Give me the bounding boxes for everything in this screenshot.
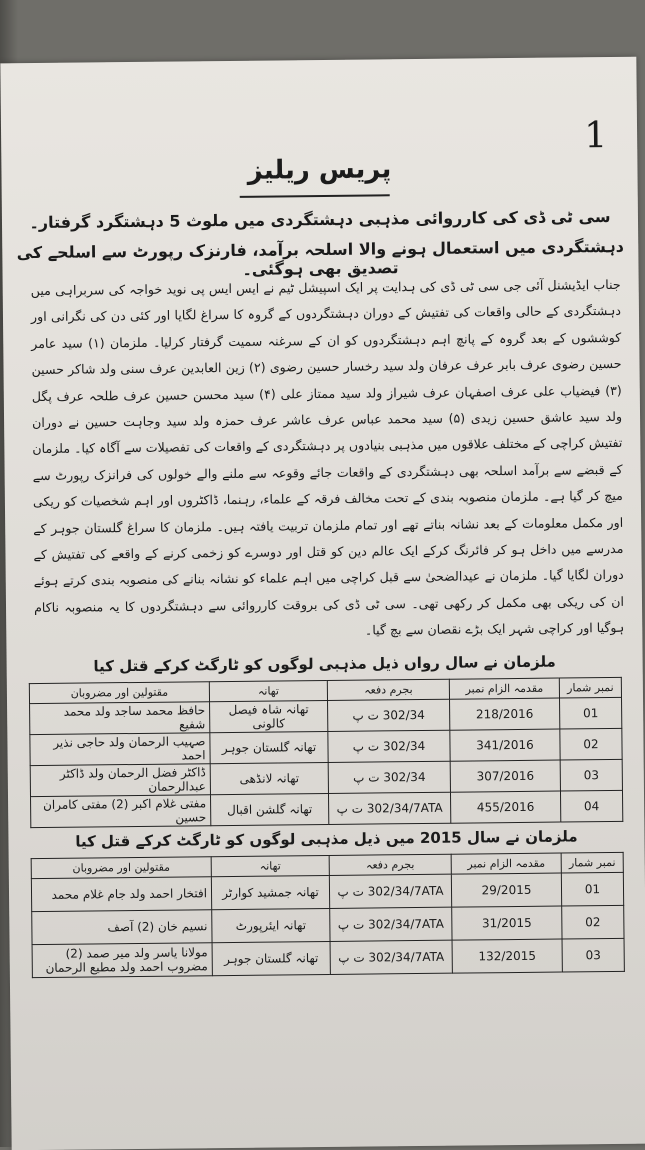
header-serial: نمبر شمار	[561, 852, 623, 873]
header-serial: نمبر شمار	[559, 677, 621, 698]
cell-station: تھانہ گلستان جوہر	[212, 941, 330, 975]
cell-section: 302/34 ت پ	[328, 699, 450, 731]
cell-station: تھانہ ایئرپورٹ	[212, 908, 330, 942]
header-victims: مقتولین اور مضروبان	[31, 857, 211, 879]
cell-section: 302/34/7ATA ت پ	[330, 940, 452, 974]
cell-victims: حافظ محمد ساجد ولد محمد شفیع	[30, 702, 210, 735]
press-release-page	[0, 57, 645, 1150]
table-2015-caption: ملزمان نے سال 2015 میں ذیل مذہبی لوگوں کو ٹارگٹ کرکے قتل کیا	[75, 827, 578, 851]
table-row	[31, 790, 623, 827]
header-case: مقدمہ الزام نمبر	[451, 853, 561, 874]
cell-section: 302/34/7ATA ت پ	[329, 874, 451, 908]
cell-case: 31/2015	[452, 906, 562, 940]
table-2016	[29, 677, 623, 828]
header-case: مقدمہ الزام نمبر	[449, 678, 559, 699]
page-number: 1	[583, 115, 608, 157]
subtitle-2: دہشتگردی میں استعمال ہونے والا اسلحہ برآمد، فارنزک رپورٹ سے اسلحے کی تصدیق بھی ہوگئی۔	[16, 236, 625, 279]
cell-case: 132/2015	[452, 939, 562, 973]
cell-station: تھانہ لانڈھی	[210, 762, 328, 794]
cell-victims: مولانا یاسر ولد میر صمد (2) مضروب احمد ولد مطیع الرحمان	[32, 943, 212, 978]
cell-section: 302/34/7ATA ت پ	[328, 792, 450, 824]
cell-station: تھانہ گلستان جوہر	[210, 731, 328, 763]
cell-victims: افتخار احمد ولد جام غلام محمد	[31, 877, 211, 912]
document-title: پریس ریلیز	[247, 154, 392, 186]
table-2015	[31, 852, 625, 978]
header-section: بجرم دفعہ	[327, 679, 449, 700]
cell-victims: صہیب الرحمان ولد حاجی نذیر احمد	[30, 733, 210, 766]
header-section: بجرم دفعہ	[329, 854, 451, 875]
table-row	[32, 938, 624, 977]
cell-serial: 02	[560, 728, 622, 760]
body-text: جناب ایڈیشنل آئی جی سی ٹی ڈی کی ہدایت پر ایک اسپیشل ٹیم نے ایس ایس پی نوید خواجہ کی سربراہی میں دہشتگردی کے حالی واقعات کی تفتیش کے دوران دہشتگردوں کے گروہ کا سراغ لگایا اور کئی دن کی نگرانی اور کوششوں کے بعد گروہ کے پانچ اہم دہشتگردوں کو ان کے سرغنہ سمیت گرفتار کرلیا۔ ملزمان (۱) سید عامر حسین رضوی عرف بابر عرف عرفان ولد سید رخسار حسین رضوی (۲) زین العابدین عرف سنی ولد شاکر حسین (۳) فیضیاب علی عرف اصفہان عرف شیراز ولد سید ممتاز علی (۴) سید محسن حسین عرف طلحہ عرف پگل ولد سید عاشق حسین زیدی (۵) سید محمد عباس عرف عاشر عرف حمزہ ولد سید وجاہت حسین نے دوران تفتیش کراچی کے مختلف علاقوں میں مذہبی بنیادوں پر دہشتگردی کے واقعات کی تفصیلات سے آگاہ کیا۔ ملزمان کے قبضے سے برآمد اسلحہ بھی دہشتگردی کے واقعات جائے وقوعہ سے ملنے والے خولوں کی فرانزک رپورٹ سے میچ کر گیا ہے۔ ملزمان منصوبہ بندی کے تحت مخالف فرقہ کے علماء، رہنما، ڈاکٹروں اور اہم شخصیات کو ریکی اور مکمل معلومات کے بعد نشانہ بناتے تھے اور تمام ملزمان تربیت یافتہ ہیں۔ ملزمان کا سراغ گلستان جوہر کے مدرسے میں داخل ہو کر فائرنگ کرکے ایک عالم دین کو قتل اور دوسرے کو زخمی کرنے کے واقعے کی تفتیش کے دوران لگایا گیا۔ ملزمان نے عیدالضحیٰ سے قبل کراچی میں اہم علماء کو نشانہ بنانے کی منصوبہ بندی کرتے ہوئے ان کی ریکی بھی مکمل کر رکھی تھی۔ سی ٹی ڈی کی بروقت کارروائی سے دہشتگردوں کا یہ منصوبہ ناکام ہوگیا اور کراچی شہر ایک بڑے نقصان سے بچ گیا۔	[30, 276, 625, 638]
cell-case: 341/2016	[450, 729, 560, 761]
cell-station: تھانہ شاہ فیصل کالونی	[210, 700, 328, 732]
cell-victims: نسیم خان (2) آصف	[32, 910, 212, 945]
cell-serial: 03	[562, 938, 624, 972]
cell-case: 218/2016	[450, 698, 560, 730]
cell-section: 302/34/7ATA ت پ	[330, 907, 452, 941]
cell-section: 302/34 ت پ	[328, 730, 450, 762]
cell-station: تھانہ جمشید کوارٹر	[211, 875, 329, 909]
body-paragraph	[31, 272, 625, 648]
cell-victims: ڈاکٹر فضل الرحمان ولد ڈاکٹر عبدالرحمان	[30, 764, 210, 797]
cell-serial: 01	[560, 697, 622, 729]
header-station: تھانہ	[211, 855, 329, 876]
cell-serial: 01	[561, 872, 623, 906]
cell-serial: 02	[562, 905, 624, 939]
subtitle-1: سی ٹی ڈی کی کارروائی مذہبی دہشتگردی میں ملوث 5 دہشتگرد گرفتار۔	[29, 206, 611, 233]
header-victims: مقتولین اور مضروبان	[29, 682, 209, 704]
cell-case: 307/2016	[450, 760, 560, 792]
cell-section: 302/34 ت پ	[328, 761, 450, 793]
cell-serial: 04	[560, 790, 622, 822]
cell-serial: 03	[560, 759, 622, 791]
cell-case: 29/2015	[451, 873, 561, 907]
header-station: تھانہ	[209, 680, 327, 701]
cell-station: تھانہ گلشن اقبال	[210, 793, 328, 825]
title-underline	[240, 194, 390, 198]
cell-case: 455/2016	[450, 791, 560, 823]
cell-victims: مفتی غلام اکبر (2) مفتی کامران حسین	[31, 795, 211, 828]
table-2016-caption: ملزمان نے سال رواں ذیل مذہبی لوگوں کو ٹارگٹ کرکے قتل کیا	[93, 652, 556, 676]
